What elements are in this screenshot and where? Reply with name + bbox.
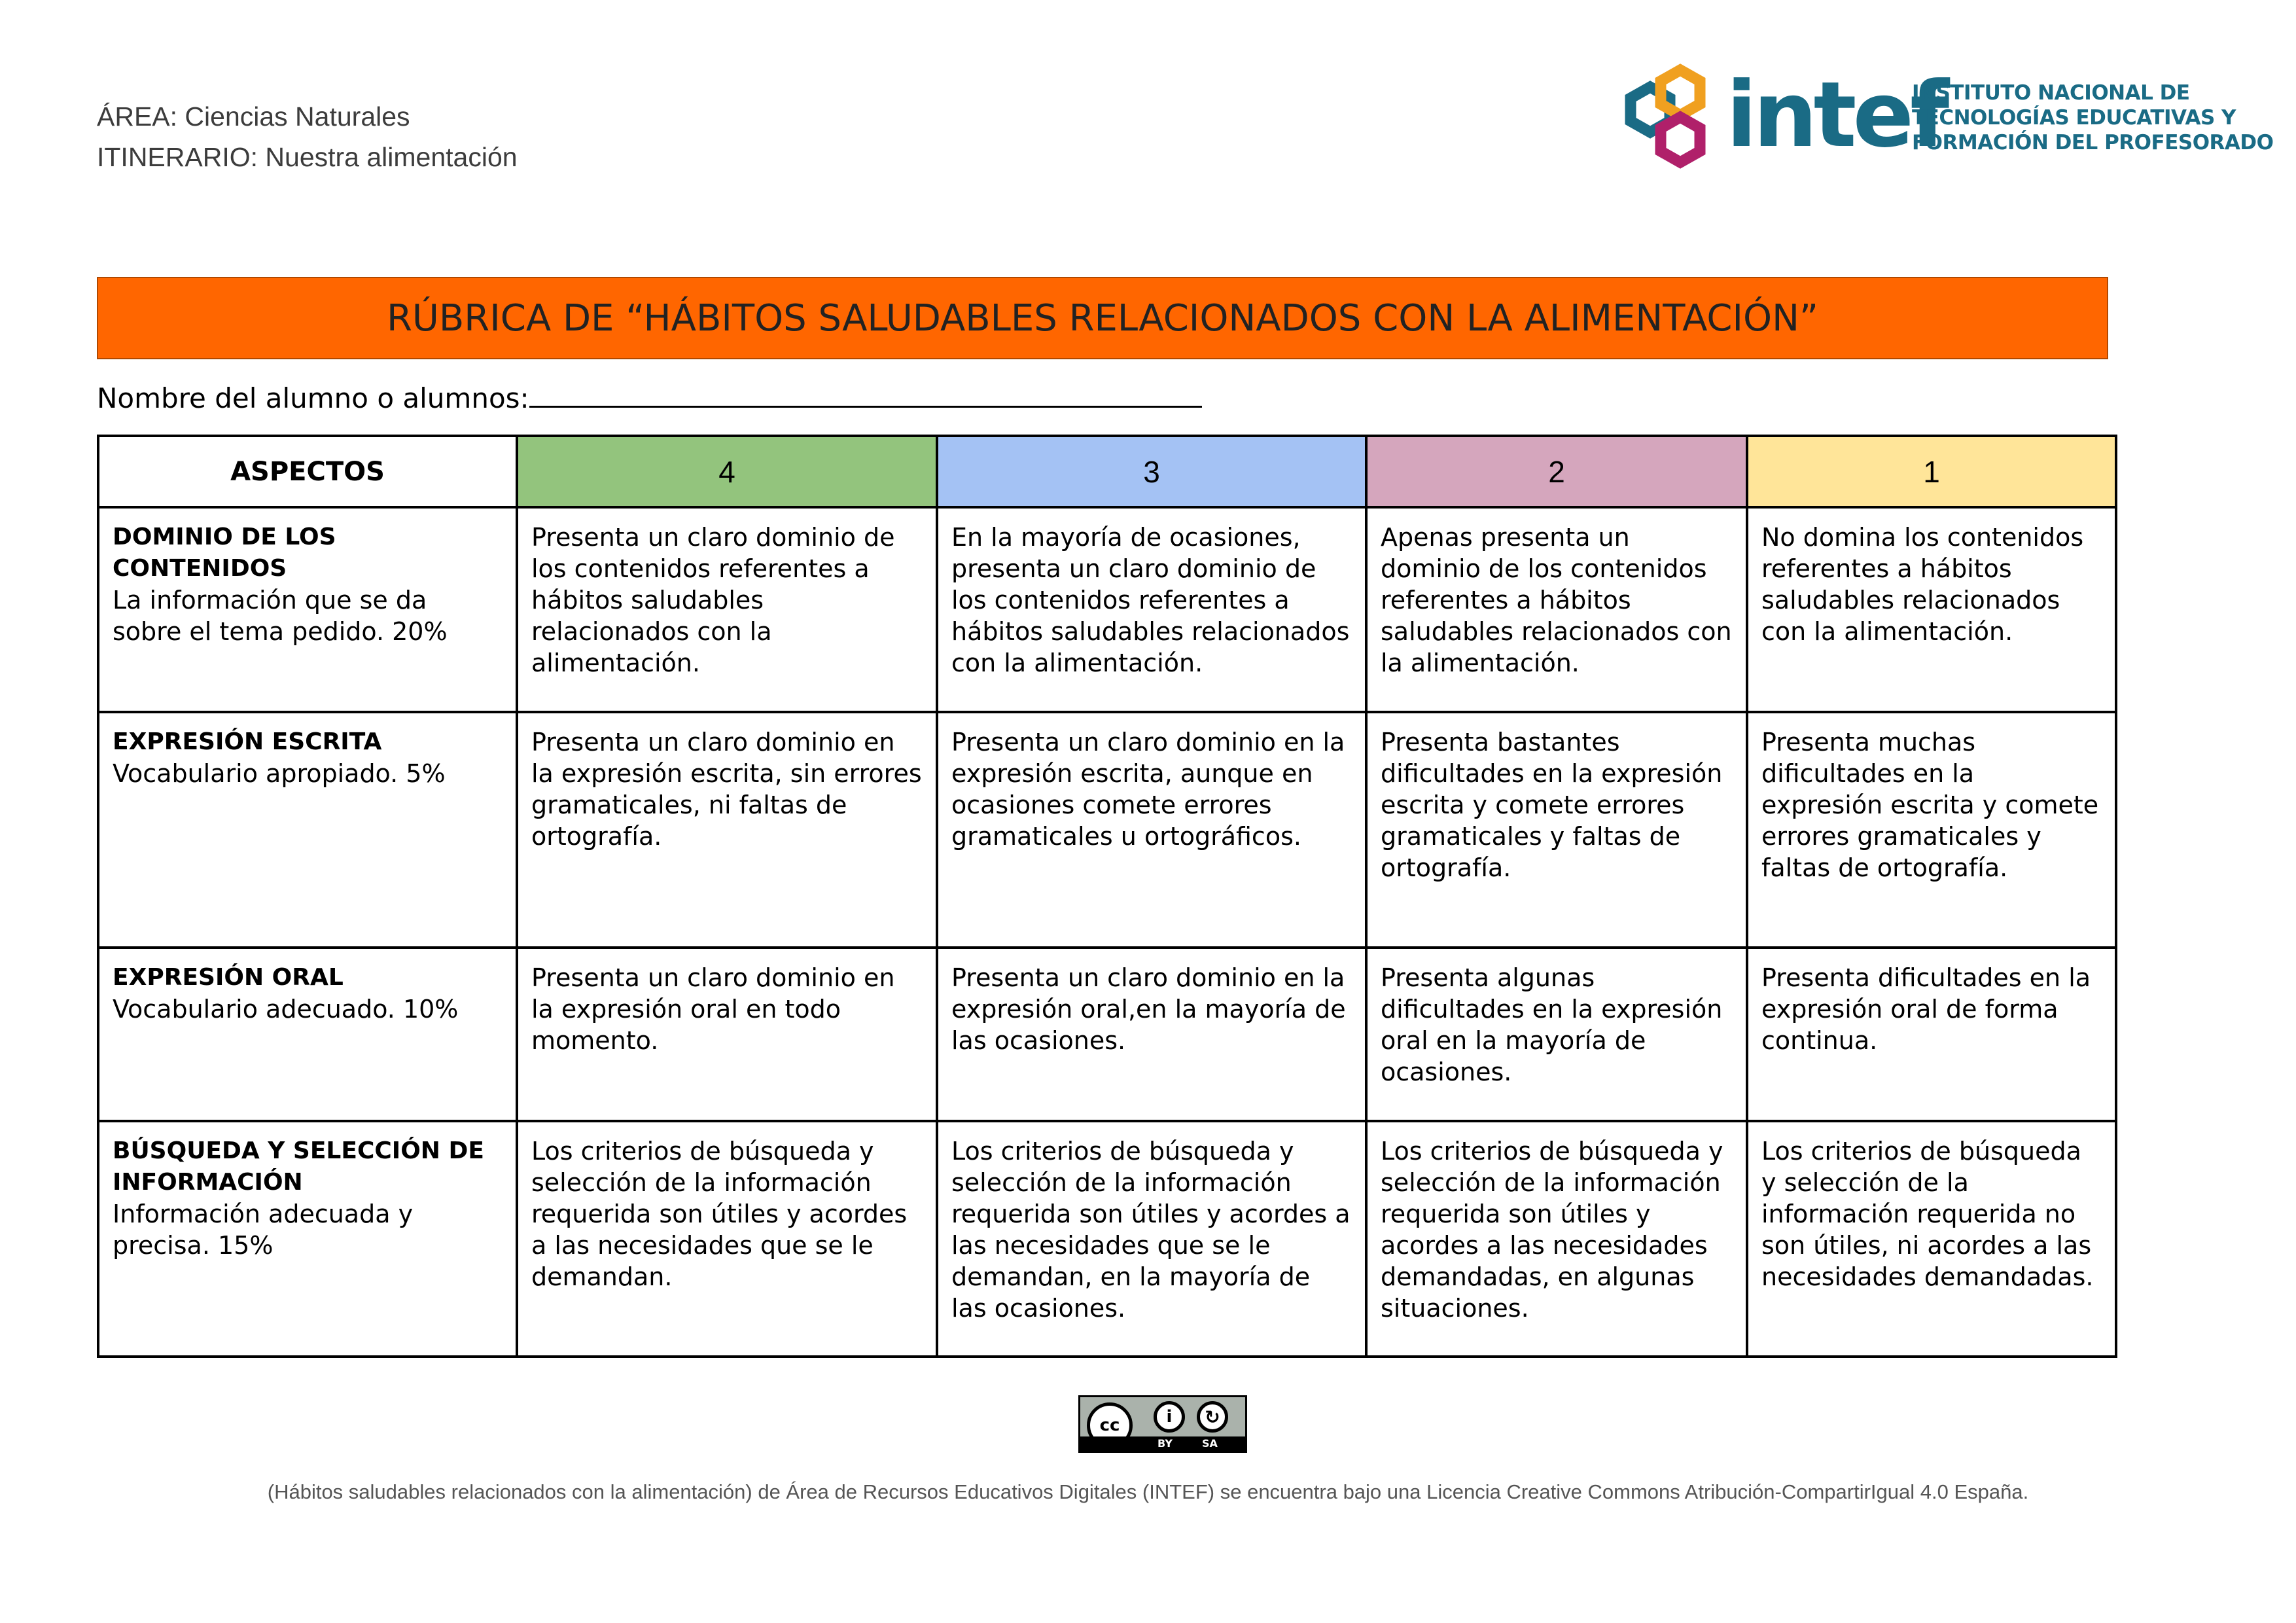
criterion-cell-1: No domina los contenidos referentes a hábitos saludables relacionados con la alimentación.	[1747, 507, 2116, 712]
share-alike-icon: ↻	[1197, 1401, 1228, 1433]
criterion-cell-3: Los criterios de búsqueda y selección de la información requerida son útiles y acordes a las necesidades que se le demandan, en la mayoría de las ocasiones.	[937, 1121, 1366, 1357]
aspect-desc: Información adecuada y precisa. 15%	[113, 1200, 414, 1260]
intef-wordmark: intef	[1726, 62, 1946, 168]
rubric-header-row	[98, 436, 2116, 507]
header-score-3: 3	[937, 436, 1366, 507]
criterion-cell-1: Presenta muchas dificultades en la expresión escrita y comete errores gramaticales y faltas de ortografía.	[1747, 712, 2116, 948]
criterion-cell-3: En la mayoría de ocasiones, presenta un claro dominio de los contenidos referentes a hábitos saludables relacionados con la alimentación.	[937, 507, 1366, 712]
aspect-title: DOMINIO DE LOS CONTENIDOS	[113, 524, 336, 582]
aspect-desc: Vocabulario adecuado. 10%	[113, 995, 459, 1024]
criterion-cell-4: Presenta un claro dominio en la expresión escrita, sin errores gramaticales, ni faltas de ortografía.	[517, 712, 937, 948]
aspect-title: EXPRESIÓN ORAL	[113, 964, 344, 991]
header-aspectos: ASPECTOS	[98, 436, 517, 507]
intef-hexagon-icon	[1610, 62, 1721, 173]
cc-sa-label: SA	[1202, 1437, 1218, 1450]
aspect-title: BÚSQUEDA Y SELECCIÓN DE INFORMACIÓN	[113, 1137, 484, 1196]
criterion-cell-4: Presenta un claro dominio de los contenidos referentes a hábitos saludables relacionados con la alimentación.	[517, 507, 937, 712]
criterion-cell-1: Los criterios de búsqueda y selección de la información requerida no son útiles, ni acordes a las necesidades demandadas.	[1747, 1121, 2116, 1357]
rubric-title: RÚBRICA DE “HÁBITOS SALUDABLES RELACIONADOS CON LA ALIMENTACIÓN”	[386, 296, 1819, 340]
student-name-blank[interactable]	[529, 381, 1202, 408]
criterion-cell-2: Apenas presenta un dominio de los contenidos referentes a hábitos saludables relacionados con la alimentación.	[1366, 507, 1747, 712]
aspect-desc: Vocabulario apropiado. 5%	[113, 759, 446, 788]
aspect-desc: La información que se da sobre el tema pedido. 20%	[113, 586, 448, 646]
aspect-cell	[98, 712, 517, 948]
table-row	[98, 507, 2116, 712]
rubric-table	[97, 435, 2117, 1358]
aspect-cell	[98, 948, 517, 1121]
intef-line-1: INSTITUTO NACIONAL DE	[1912, 81, 2190, 105]
intef-fullname	[1912, 80, 2274, 155]
cc-icon: cc	[1087, 1402, 1133, 1448]
cc-badge-bar	[1080, 1436, 1245, 1451]
criterion-cell-2: Presenta algunas dificultades en la expresión oral en la mayoría de ocasiones.	[1366, 948, 1747, 1121]
cc-license-badge[interactable]	[1078, 1395, 1247, 1453]
intef-line-2: TECNOLOGÍAS EDUCATIVAS Y	[1912, 106, 2236, 130]
student-name-line	[97, 381, 1202, 414]
cc-by-label: BY	[1157, 1437, 1173, 1450]
criterion-cell-1: Presenta dificultades en la expresión oral de forma continua.	[1747, 948, 2116, 1121]
criterion-cell-2: Presenta bastantes dificultades en la expresión escrita y comete errores gramaticales y faltas de ortografía.	[1366, 712, 1747, 948]
criterion-cell-2: Los criterios de búsqueda y selección de la información requerida son útiles y acordes a las necesidades demandadas, en algunas situaciones.	[1366, 1121, 1747, 1357]
criterion-cell-3: Presenta un claro dominio en la expresión escrita, aunque en ocasiones comete errores gramaticales u ortográficos.	[937, 712, 1366, 948]
student-name-label: Nombre del alumno o alumnos:	[97, 382, 529, 414]
intef-line-3: FORMACIÓN DEL PROFESORADO	[1912, 131, 2274, 154]
intef-logo	[1610, 62, 2274, 173]
aspect-cell	[98, 507, 517, 712]
criterion-cell-4: Los criterios de búsqueda y selección de la información requerida son útiles y acordes a las necesidades que se le demandan.	[517, 1121, 937, 1357]
aspect-title: EXPRESIÓN ESCRITA	[113, 728, 382, 755]
criterion-cell-3: Presenta un claro dominio en la expresión oral,en la mayoría de las ocasiones.	[937, 948, 1366, 1121]
table-row	[98, 1121, 2116, 1357]
rubric-title-banner	[97, 277, 2108, 359]
header-score-4: 4	[517, 436, 937, 507]
criterion-cell-4: Presenta un claro dominio en la expresión oral en todo momento.	[517, 948, 937, 1121]
aspect-cell	[98, 1121, 517, 1357]
itinerary-label: ITINERARIO: Nuestra alimentación	[97, 142, 518, 172]
table-row	[98, 712, 2116, 948]
attribution-icon: i	[1154, 1401, 1185, 1433]
area-label: ÁREA: Ciencias Naturales	[97, 101, 410, 132]
header-score-1: 1	[1747, 436, 2116, 507]
header-score-2: 2	[1366, 436, 1747, 507]
table-row	[98, 948, 2116, 1121]
license-text: (Hábitos saludables relacionados con la alimentación) de Área de Recursos Educativos Digitales (INTEF) se encuentra bajo una Licencia Creative Commons Atribución-CompartirIgual 4.0 España.	[267, 1480, 2029, 1503]
